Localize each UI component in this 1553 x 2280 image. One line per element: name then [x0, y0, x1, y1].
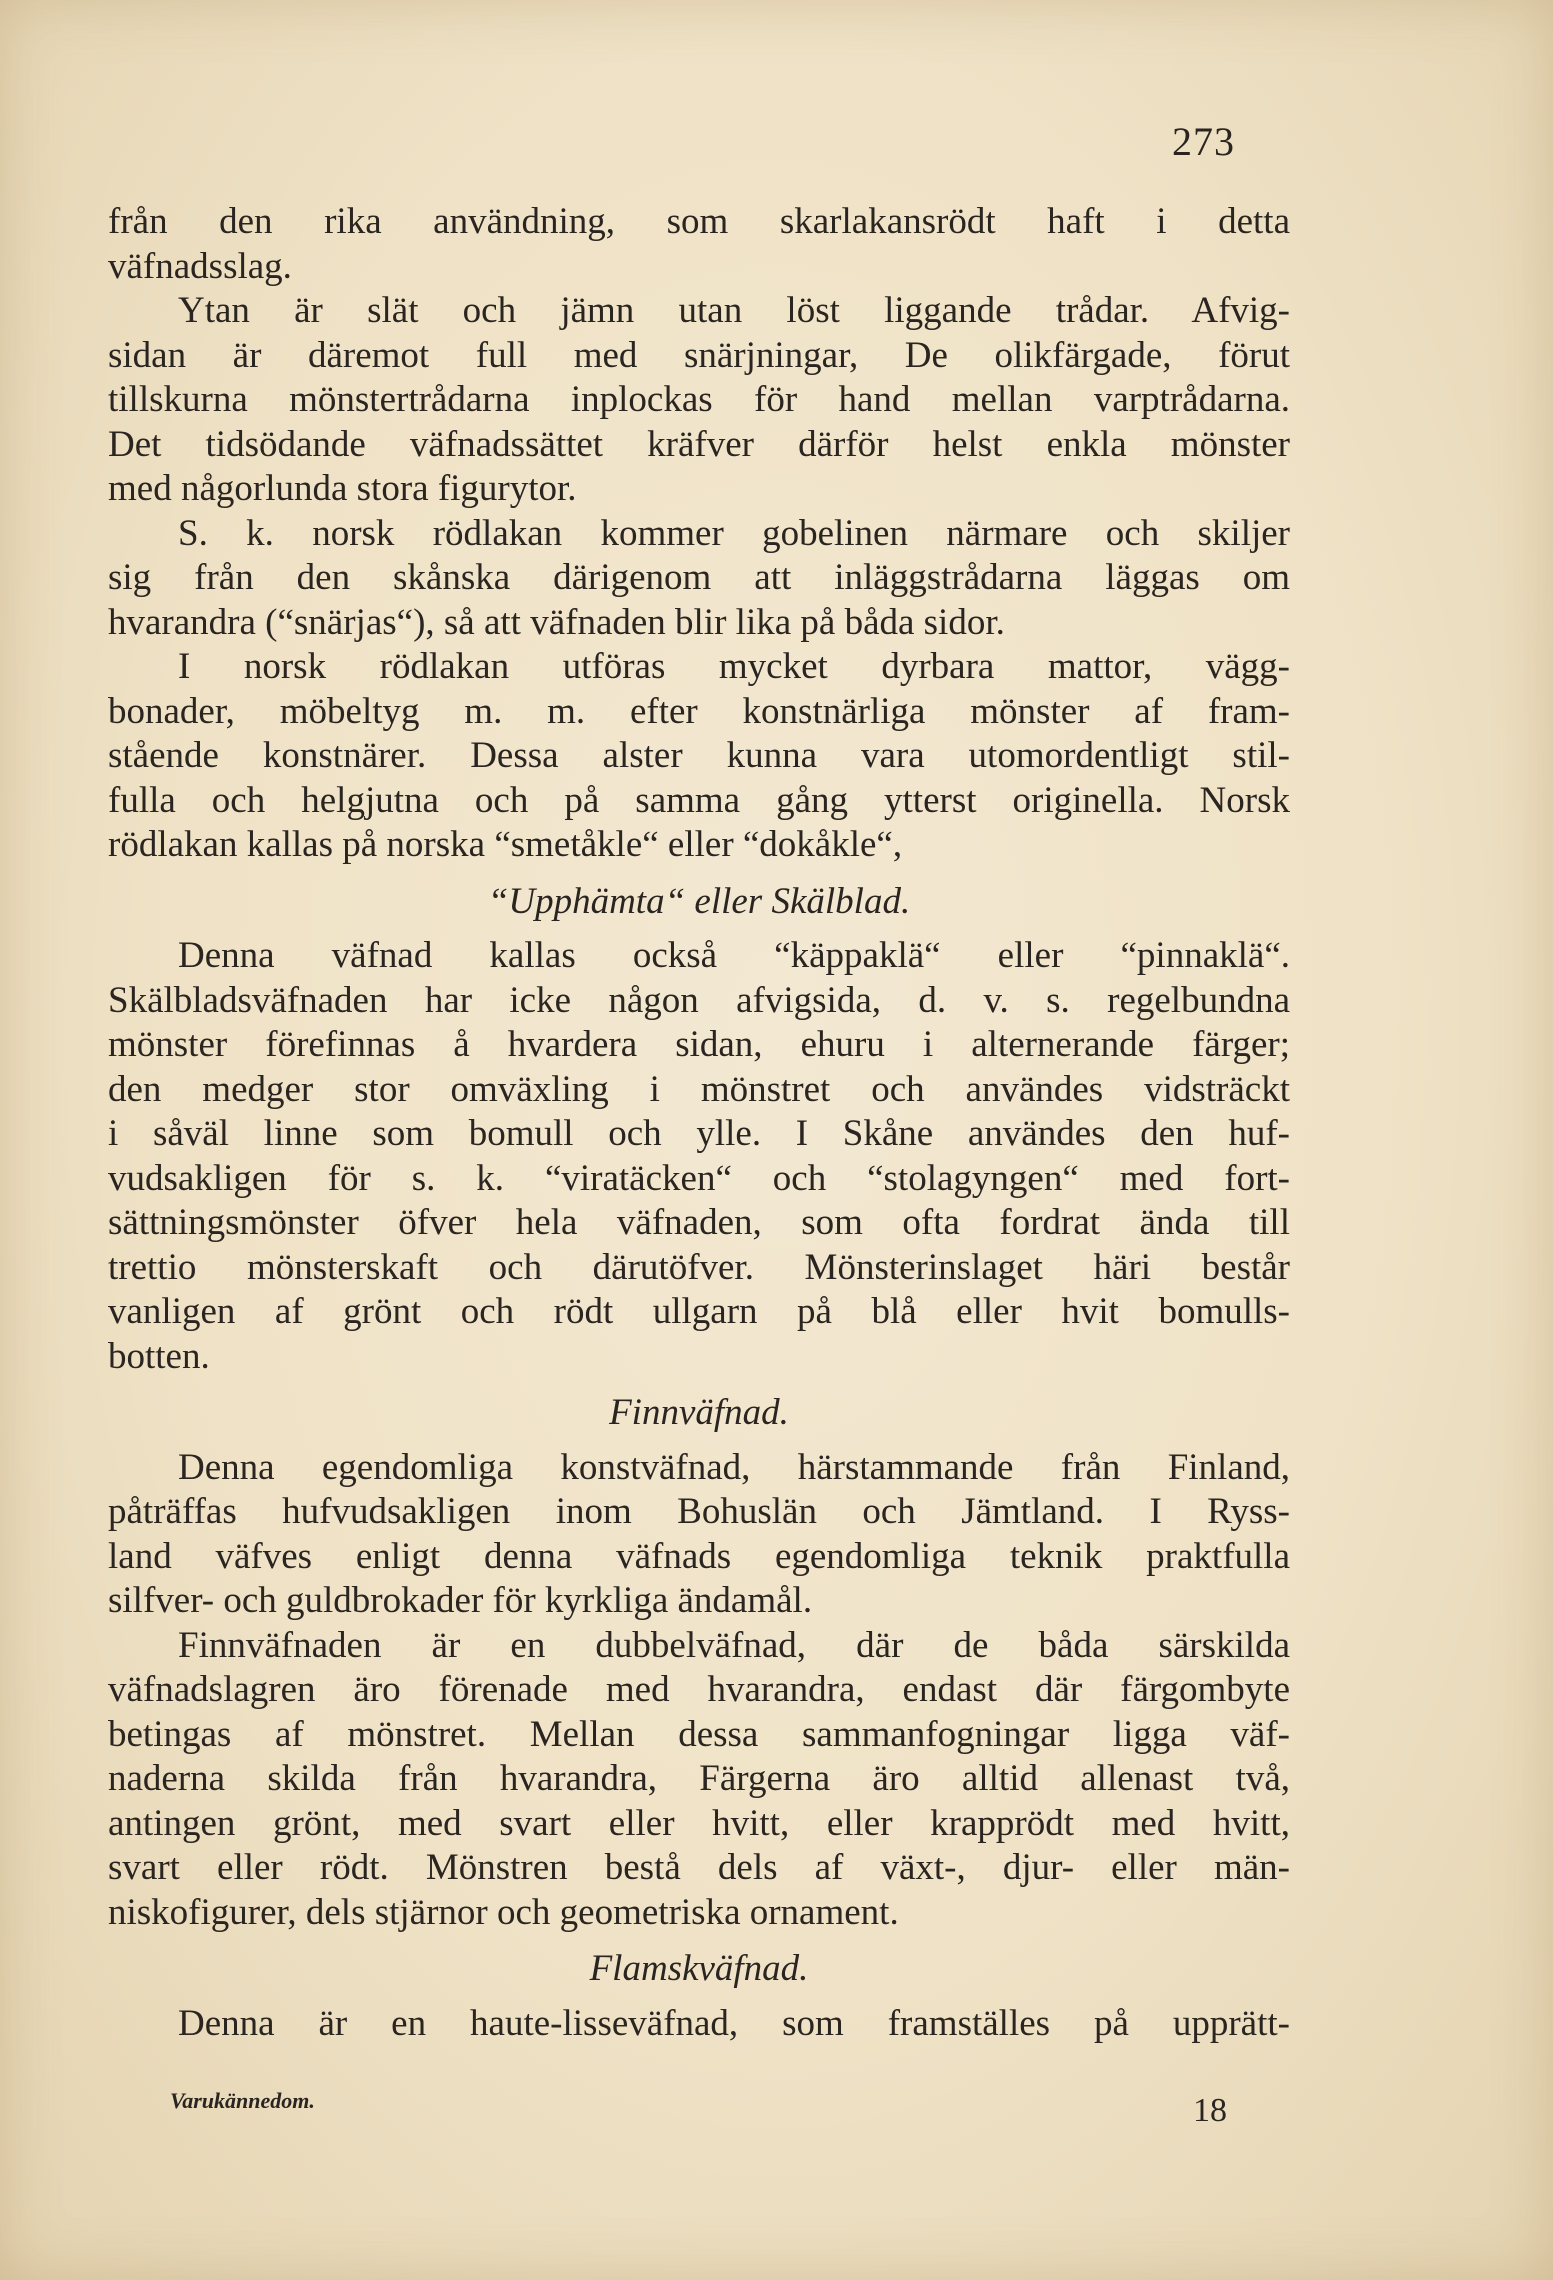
text-line: sättningsmönster öfver hela väfnaden, som ofta fordrat ända till	[108, 1202, 1290, 1243]
text-line: land väfves enligt denna väfnads egendomliga teknik praktfulla	[108, 1535, 1290, 1577]
text-line: den medger stor omväxling i mönstret och användes vidsträckt	[108, 1068, 1290, 1110]
section-heading: Flamskväfnad.	[589, 1948, 809, 1989]
text-line: sig från den skånska därigenom att inläggstrådarna läggas om	[108, 557, 1290, 598]
text-line: naderna skilda från hvarandra, Färgerna äro alltid allenast två,	[108, 1758, 1290, 1799]
text-line: rödlakan kallas på norska “smetåkle“ eller “dokåkle“,	[108, 824, 903, 865]
page-number: 273	[1172, 119, 1235, 164]
text-line: vanligen af grönt och rödt ullgarn på blå eller hvit bomulls-	[108, 1291, 1290, 1332]
text-line: betingas af mönstret. Mellan dessa sammanfogningar ligga väf-	[108, 1713, 1290, 1755]
text-line: Finnväfnaden är en dubbelväfnad, där de båda särskilda	[178, 1624, 1290, 1666]
section-heading: “Upphämta“ eller Skälblad.	[487, 880, 911, 922]
text-line: sidan är däremot full med snärjningar, De olikfärgade, förut	[108, 334, 1290, 376]
body-text	[108, 200, 1290, 2046]
text-line: Denna egendomliga konstväfnad, härstammande från Finland,	[178, 1446, 1290, 1488]
section-heading: Finnväfnad.	[609, 1392, 789, 1433]
text-line: silfver- och guldbrokader för kyrkliga ändamål.	[108, 1580, 813, 1621]
text-line: påträffas hufvudsakligen inom Bohuslän och Jämtland. I Ryss-	[108, 1491, 1290, 1532]
text-line: från den rika användning, som skarlakansrödt haft i detta	[108, 201, 1290, 242]
text-line: svart eller rödt. Mönstren bestå dels af växt-, djur- eller män-	[108, 1847, 1290, 1888]
text-line: väfnadsslag.	[108, 245, 292, 287]
text-line: fulla och helgjutna och på samma gång ytterst originella. Norsk	[108, 779, 1290, 821]
text-line: Skälbladsväfnaden har icke någon afvigsida, d. v. s. regelbundna	[108, 979, 1290, 1021]
text-line: Det tidsödande väfnadssättet kräfver därför helst enkla mönster	[108, 423, 1290, 465]
text-line: antingen grönt, med svart eller hvitt, eller krapprödt med hvitt,	[108, 1802, 1290, 1844]
text-line: Denna är en haute-lisseväfnad, som framställes på upprätt-	[178, 2002, 1290, 2044]
text-line: Ytan är slät och jämn utan löst liggande trådar. Afvig-	[178, 290, 1290, 331]
text-line: I norsk rödlakan utföras mycket dyrbara mattor, vägg-	[178, 646, 1290, 687]
footer-signature: Varukännedom.	[170, 2088, 315, 2113]
text-line: botten.	[108, 1335, 210, 1377]
text-line: niskofigurer, dels stjärnor och geometriska ornament.	[108, 1891, 899, 1933]
text-line: stående konstnärer. Dessa alster kunna vara utomordentligt stil-	[108, 735, 1290, 776]
text-line: vudsakligen för s. k. “viratäcken“ och “stolagyngen“ med fort-	[108, 1157, 1290, 1199]
text-line: hvarandra (“snärjas“), så att väfnaden blir lika på båda sidor.	[108, 601, 1005, 643]
text-line: väfnadslagren äro förenade med hvarandra, endast där färgombyte	[108, 1669, 1290, 1710]
text-line: med någorlunda stora figurytor.	[108, 468, 577, 509]
text-line: mönster förefinnas å hvardera sidan, ehuru i alternerande färger;	[108, 1024, 1290, 1065]
text-line: Denna väfnad kallas också “käppaklä“ eller “pinnaklä“.	[178, 935, 1290, 976]
text-line: tillskurna mönstertrådarna inplockas för hand mellan varptrådarna.	[108, 379, 1290, 420]
text-line: bonader, möbeltyg m. m. efter konstnärliga mönster af fram-	[108, 690, 1290, 732]
text-line: trettio mönsterskaft och därutöfver. Mönsterinslaget häri består	[108, 1246, 1290, 1288]
text-line: i såväl linne som bomull och ylle. I Skåne användes den huf-	[108, 1113, 1290, 1154]
text-line: S. k. norsk rödlakan kommer gobelinen närmare och skiljer	[178, 512, 1290, 554]
sheet-number: 18	[1193, 2092, 1227, 2129]
